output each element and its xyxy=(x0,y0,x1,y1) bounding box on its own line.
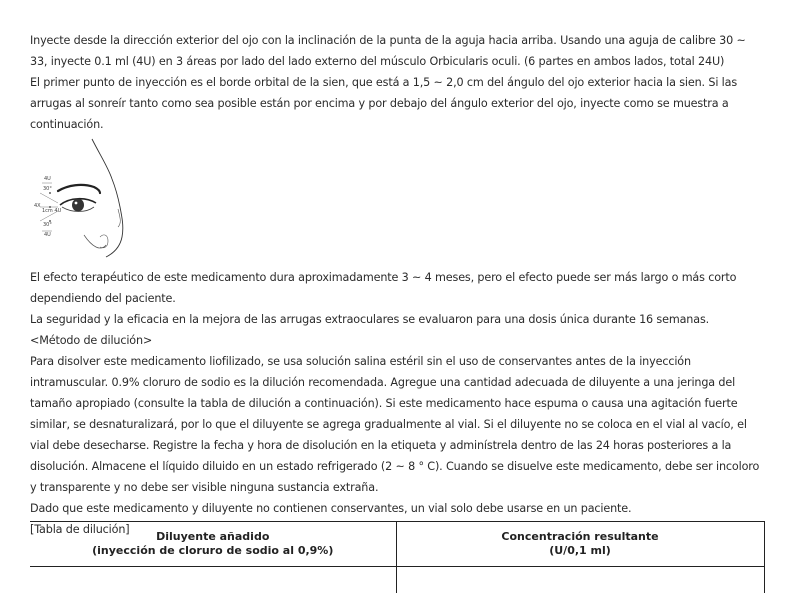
table-header-concentration xyxy=(396,522,764,567)
table-header-concentration-title: Concentración resultante xyxy=(501,530,659,543)
diagram-label-lower-angle: 30° xyxy=(43,222,52,228)
document-page xyxy=(30,30,766,540)
table-header-diluent xyxy=(30,522,396,567)
table-cell xyxy=(396,567,764,594)
table-header-concentration-subtitle: (U/0,1 ml) xyxy=(549,544,611,557)
section-heading-dilution-table: [Tabla de dilución] xyxy=(30,523,130,536)
table-header-row xyxy=(30,522,764,567)
paragraph-therapeutic-effect: El efecto terapéutico de este medicamento dura aproximadamente 3 ~ 4 meses, pero el efecto puede ser más largo o más corto dependiendo del paciente. xyxy=(30,271,737,305)
table-cell xyxy=(30,567,396,594)
table-header-diluent-title: Diluyente añadido xyxy=(156,530,270,543)
face-profile-illustration xyxy=(30,137,130,263)
table-row xyxy=(30,567,764,594)
paragraph-dilution-instructions: Para disolver este medicamento liofilizado, se usa solución salina estéril sin el uso de conservantes antes de la inyección intramuscular. 0.9% cloruro de sodio es la dilución recomendada. Agregue una cantidad adecuada de diluyente a una jeringa del tamaño apropiado (consulte la tabla de dilución a continuación). Si este medicamento hace espuma o causa una agitación fuerte similar, se desnaturalizará, por lo que el diluyente se agrega gradualmente al vial. Si el diluyente no se coloca en el vial al vacío, el vial debe desecharse. Registre la fecha y hora de disolución en la etiqueta y adminístrela dentro de las 24 horas posteriores a la disolución. Almacene el líquido diluido en un estado refrigerado (2 ~ 8 ° C). Cuando se disuelve este medicamento, debe ser incoloro y transparente y no debe ser visible ninguna sustancia extraña. xyxy=(30,355,760,494)
dilution-table xyxy=(30,521,765,593)
section-heading-dilution-method: <Método de dilución> xyxy=(30,334,153,347)
paragraph-single-patient-vial: Dado que este medicamento y diluyente no contienen conservantes, un vial solo debe usarse en un paciente. xyxy=(30,502,632,515)
diagram-label-middle-distance: 1cm 4U xyxy=(42,208,62,214)
diagram-label-bottom-dose: 4U xyxy=(44,232,51,238)
paragraph-first-injection-point: El primer punto de inyección es el borde orbital de la sien, que está a 1,5 ~ 2,0 cm del ángulo del ojo exterior hacia la sien. Si las arrugas al sonreír tanto como sea posible están por encima y por debajo del ángulo exterior del ojo, inyecte como se muestra a continuación. xyxy=(30,76,738,131)
diagram-label-middle-dose: 4X xyxy=(34,203,41,209)
diagram-label-upper-angle: 30° xyxy=(43,186,52,192)
eye-injection-diagram xyxy=(30,137,130,263)
paragraph-safety-efficacy: La seguridad y la eficacia en la mejora de las arrugas extraoculares se evaluaron para una dosis única durante 16 semanas. xyxy=(30,313,710,326)
paragraph-injection-direction: Inyecte desde la dirección exterior del ojo con la inclinación de la punta de la aguja hacia arriba. Usando una aguja de calibre 30 ~ 33, inyecte 0.1 ml (4U) en 3 áreas por lado del lado externo del músculo Orbicularis oculi. (6 partes en ambos lados, total 24U) xyxy=(30,34,746,68)
diagram-label-top-dose: 4U xyxy=(44,176,51,182)
table-header-diluent-subtitle: (inyección de cloruro de sodio al 0,9%) xyxy=(92,544,334,557)
